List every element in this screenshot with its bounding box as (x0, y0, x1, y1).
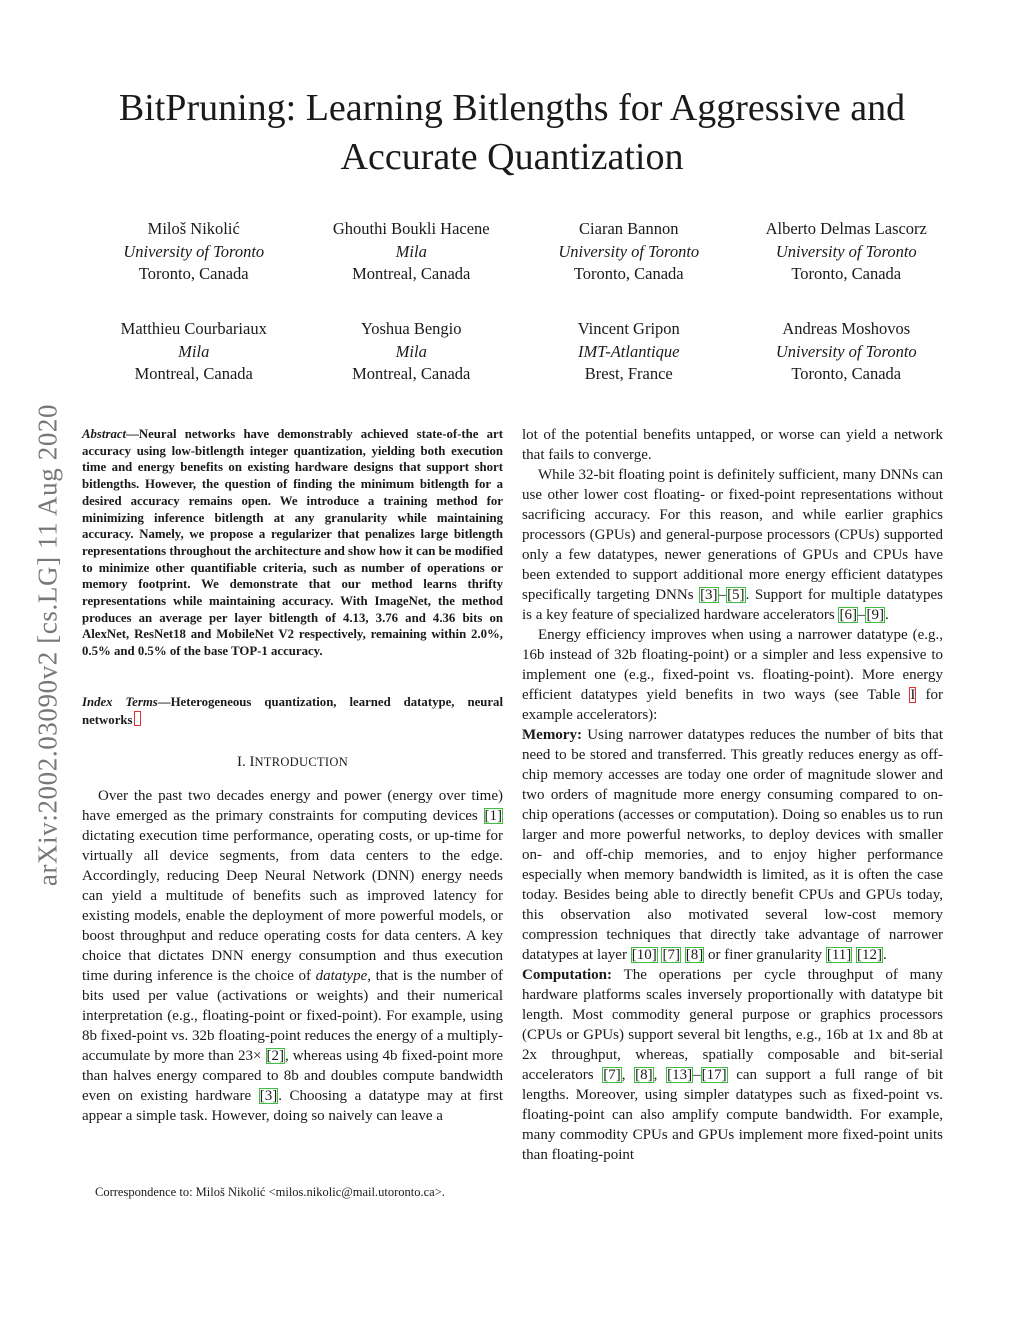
author-block (85, 318, 303, 386)
author-location: Brest, France (584, 364, 673, 383)
body-text: can support a full range of bit lengths. Moreover, using simpler datatypes such as fixed-point vs. floating-point can also amplify compute bandwidth. For example, many commodity CPUs and GPUs implement more fixed-point units than floating-point (522, 1067, 944, 1163)
citation-link[interactable]: [3] (259, 1088, 278, 1104)
author-location: Montreal, Canada (134, 364, 253, 383)
author-name: Alberto Delmas Lascorz (765, 219, 927, 238)
authors-row-2 (85, 318, 955, 386)
citation-link[interactable]: [5] (727, 587, 745, 603)
author-block (738, 218, 956, 286)
section-number: I. (236, 754, 246, 770)
author-name: Ghouthi Boukli Hacene (332, 219, 490, 238)
body-text: While 32-bit floating point is definitely sufficient, many DNNs can use other lower cost floating- or fixed-point representations without sacrificing accuracy. For this reason, and while earlier graphics processors (GPUs) and general-purpose processors (CPUs) supported only a few datatypes, newer generations of GPUs and CPUs have been extended to support additional more energy efficient datatypes specifically targeting DNNs (522, 467, 943, 603)
section-rest: NTRODUCTION (254, 755, 349, 769)
body-text: Energy efficiency improves when using a narrower datatype (e.g., 16b instead of 32b floating-point) or a simpler and less expensive to implement one (e.g., fixed-point vs. floating-point). More energy efficient datatypes yield benefits in two ways (see Table (522, 627, 943, 703)
author-affiliation: University of Toronto (558, 241, 700, 261)
body-text: – (693, 1067, 701, 1083)
author-block (85, 218, 303, 286)
table-link[interactable]: I (910, 687, 916, 703)
computation-label: Computation: (522, 967, 613, 983)
arxiv-sidebar (26, 350, 70, 940)
intro-emphasis: datatype (315, 968, 368, 984)
intro-text: dictating execution time performance, operating costs, or up-time for virtually all device segments, from data centers to the edge. Accordingly, reducing Deep Neural Network (DNN) energy needs can yield a multitude of benefits such as improved latency for existing models, enable the deployment of more powerful models, or boost throughput and reduce operating costs for data centers. A key choice that dictates DNN energy consumption and thus execution time during inference is the choice of (82, 828, 503, 984)
authors-row-1 (85, 218, 955, 286)
author-name: Andreas Moshovos (782, 319, 911, 338)
right-column (522, 425, 943, 1165)
author-location: Toronto, Canada (138, 264, 249, 283)
paragraph-datatypes (522, 465, 943, 625)
title-line-2: Accurate Quantization (340, 136, 684, 178)
index-terms-label: Index Terms (82, 695, 158, 709)
body-text: – (857, 607, 866, 623)
author-affiliation: University of Toronto (775, 341, 917, 361)
citation-link[interactable]: [10] (631, 947, 657, 963)
author-block (520, 218, 738, 286)
footnote-marker[interactable] (134, 711, 141, 726)
author-block (303, 218, 521, 286)
intro-text: Over the past two decades energy and power (energy over time) have emerged as the primary constraints for computing devices (82, 788, 503, 824)
citation-link[interactable]: [11] (826, 947, 852, 963)
citation-link[interactable]: [3] (700, 587, 718, 603)
intro-text: , that is the number of bits used per value (activations or weights) and their numerical interpretation (e.g., floating-point or fixed-point). For example, using 8b fixed-point vs. 32b floating-point reduces the energy of a multiply-accumulate by more than 23× (82, 968, 504, 1064)
author-block (520, 318, 738, 386)
author-location: Toronto, Canada (791, 264, 902, 283)
author-affiliation: University of Toronto (123, 241, 265, 261)
body-text: . (883, 947, 887, 963)
paragraph-memory (522, 725, 943, 965)
body-text: Using narrower datatypes reduces the number of bits that need to be stored and transferred. This greatly reduces energy as off-chip memory accesses are today one order of magnitude slower and two orders of magnitude more energy consuming compared to on-chip operations (accesses or computation). Doing so enables us to run larger and more powerful networks, to deploy devices with smaller on- and off-chip memories, and to enjoy higher performance especially when memory bandwidth is limited, as it is often the case today. Besides being able to directly benefit CPUs and GPUs today, this observation also motivated several low-cost memory compression techniques that directly take advantage of narrower datatypes at layer (522, 727, 943, 963)
intro-text: . Choosing a datatype may at first appear a simple task. However, doing so naively can leave a (82, 1088, 503, 1124)
paragraph-continued: lot of the potential benefits untapped, or worse can yield a network that fails to converge. (522, 427, 943, 463)
index-terms-text: —Heterogeneous quantization, learned datatype, neural networks (82, 695, 504, 727)
index-terms (82, 694, 503, 728)
paper-title (60, 84, 964, 182)
author-location: Toronto, Canada (791, 364, 902, 383)
section-first-letter: I (249, 754, 255, 770)
arxiv-id: arXiv:2002.03090v2 [cs.LG] 11 Aug 2020 (32, 403, 63, 887)
author-name: Ciaran Bannon (579, 219, 679, 238)
body-text: or finer granularity (704, 947, 826, 963)
citation-link[interactable]: [7] (662, 947, 680, 963)
body-text: The operations per cycle throughput of many hardware platforms scales inversely proportionally with datatype bit length. Most commodity general purpose or graphics processors (CPUs or GPUs) support several bit lengths, e.g., 16b at 1x and 8b at 2x throughput, whereas, spatially composable and bit-serial accelerators (522, 967, 943, 1083)
title-line-1: BitPruning: Learning Bitlengths for Aggressive and (118, 87, 906, 129)
footnote: Correspondence to: Miloš Nikolić <milos.nikolic@mail.utoronto.ca>. (95, 1185, 445, 1199)
citation-link[interactable]: [9] (866, 607, 884, 623)
author-location: Toronto, Canada (573, 264, 684, 283)
citation-link[interactable]: [8] (635, 1067, 653, 1083)
section-heading (82, 754, 503, 771)
citation-link[interactable]: [7] (603, 1067, 621, 1083)
abstract-label: Abstract (82, 427, 127, 441)
author-affiliation: University of Toronto (775, 241, 917, 261)
author-affiliation: IMT-Atlantique (578, 341, 680, 361)
author-affiliation: Mila (395, 341, 427, 361)
paragraph-computation: Computation: The operations per cycle throughput of many hardware platforms scales inversely proportionally with datatype bit length. Most commodity general purpose or graphics processors (CPUs or GPUs) support several bit lengths, e.g., 16b at 1x and 8b at 2x throughput, whereas, spatially composable and bit-serial accelerators [7], [8], [13]–[17] can support a full range of bit lengths. Moreover, using simpler datatypes such as fixed-point vs. floating-point can also amplify compute bandwidth. For example, many commodity CPUs and GPUs implement more fixed-point units than floating-point (522, 967, 944, 1163)
body-text: . Support for multiple datatypes is a key feature of specialized hardware accelerators (522, 587, 944, 623)
body-text: . (884, 607, 889, 623)
author-name: Miloš Nikolić (147, 219, 240, 238)
body-text: – (718, 587, 727, 603)
citation-link[interactable]: [6] (839, 607, 857, 623)
author-name: Vincent Gripon (577, 319, 680, 338)
author-location: Montreal, Canada (352, 364, 471, 383)
citation-link[interactable]: [13] (667, 1067, 693, 1083)
citation-link[interactable]: [17] (701, 1067, 727, 1083)
abstract-text: —Neural networks have demonstrably achieved state-of-the art accuracy using low-bitlength integer quantization, yielding both execution time and energy benefits on existing hardware designs that support short bitlengths. However, the question of finding the minimum bitlength for a desired accuracy remains open. We introduce a training method for minimizing inference bitlength at any granularity while maintaining accuracy. Namely, we propose a regularizer that penalizes large bitlength representations throughout the architecture and show how it can be modified to minimize other quantifiable criteria, such as number of operations or memory footprint. We demonstrate that our method learns thrifty representations while maintaining accuracy. With ImageNet, the method produces an average per layer bitlength of 4.13, 3.76 and 4.36 bits on AlexNet, ResNet18 and MobileNet V2 respectively, remaining within 2.0%, 0.5% and 0.5% of the base TOP-1 accuracy. (82, 427, 503, 659)
author-block (738, 318, 956, 386)
intro-paragraph (82, 786, 503, 1126)
author-name: Matthieu Courbariaux (120, 319, 267, 338)
intro-text: , whereas using 4b fixed-point more than halves energy compared to 8b and doubles compute bandwidth even on existing hardware (82, 1048, 503, 1104)
citation-link[interactable]: [2] (266, 1048, 285, 1064)
author-block (303, 318, 521, 386)
citation-link[interactable]: [8] (685, 947, 704, 963)
paragraph-energy (522, 625, 943, 725)
author-name: Yoshua Bengio (360, 319, 462, 338)
memory-label: Memory: (522, 727, 582, 743)
citation-link[interactable]: [12] (857, 947, 883, 963)
author-location: Montreal, Canada (352, 264, 471, 283)
citation-link[interactable]: [1] (484, 808, 502, 824)
author-affiliation: Mila (178, 341, 210, 361)
abstract (82, 426, 503, 660)
author-affiliation: Mila (395, 241, 427, 261)
body-text: for example accelerators): (522, 687, 943, 723)
